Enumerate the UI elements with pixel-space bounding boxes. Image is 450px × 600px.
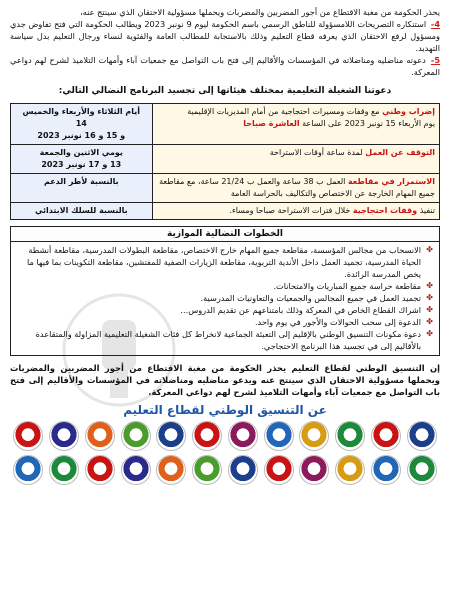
schedule-action-cell [152,104,439,145]
item-text: استنكاره التصريحات اللامسؤولة للناطق الرسمي باسم الحكومة ليوم 9 نونبر 2023 ويطالب الحكومة التي فتح تفاوض جدي ومسؤول لرفع الاحتقان الذي يعرفه قطاع التعليم وذلك بالاستجابة للمطالب العامة والفئوية لنساء ورجال التعليم بدل سياسة التهديد. [10,19,440,53]
action-text: خلال فترات الاستراحة صباحا ومساء. [229,206,353,215]
schedule-day-cell [11,104,153,145]
closing-statement: إن التنسيق الوطني لقطاع التعليم يحذر الحكومة من مغبة الاقتطاع من أجور المضربين والمضربات ويحملها مسؤولية الاحتقان الذي سينتج عنه ويدعو مناضليه ومناضلاته في المؤسسات والأقاليم إلى فتح باب التواصل مع جمعيات آباء وأمهات التلاميذ لشرح لهم دواعي المعركة. [10,363,440,397]
item-number: 5- [430,55,441,65]
union-logo-14-icon [371,455,401,485]
union-logos-strip [10,421,440,485]
union-logo-20-icon [156,455,186,485]
day-line: أيام الثلاثاء والأربعاء والخميس [22,107,141,116]
day-line: 14 [75,119,87,128]
schedule-day-cell [11,145,153,174]
parallel-step-item: ✤ اشراك القطاع الخاص في المعركة وذلك بامتناعهم عن تقديم الدروس... [15,304,421,316]
parallel-step-item: ✤ الدعوة إلى سحب الحوالات والأجور في يوم واحد. [15,316,421,328]
union-logo-10-icon [85,421,115,451]
union-logo-17-icon [264,455,294,485]
parallel-step-item: ✤ الانسحاب من مجالس المؤسسة، مقاطعة جميع المهام خارج الاختصاص، مقاطعة البطولات المدرسية، مقاطعة أنشطة الحياة المدرسية، تجميد العمل داخل الأندية التربوية، مقاطعة الزيارات الصفية للمفتشين، مقاطعة التكوينات بما فيها ما يخص المدرسة الرائدة. [15,244,421,280]
parallel-step-item: ✤ دعوة مكونات التنسيق الوطني بالإقليم إلى التعبئة الجماعية لانخراط كل فئات الشغيلة التعليمية المزاولة والمتقاعدة بالأقاليم إلى في تجسيد هذا البرنامج الاحتجاجي. [15,328,421,352]
union-logo-7-icon [192,421,222,451]
union-logo-19-icon [192,455,222,485]
action-highlight: التوقف عن العمل [365,148,435,157]
day-line: و 15 و 16 نونبر 2023 [37,131,126,140]
schedule-action-cell [152,174,439,203]
union-logo-2-icon [371,421,401,451]
union-logo-18-icon [228,455,258,485]
schedule-day-cell [11,203,153,220]
item-number: 4- [430,19,441,29]
day-line: بالنسبة لأطر الدعم [43,177,119,186]
schedule-row [11,104,440,145]
intro-item-5 [10,54,440,78]
action-line [157,106,435,118]
intro-section [10,6,440,78]
union-logo-5-icon [264,421,294,451]
action-line [157,205,435,217]
schedule-action-cell [152,145,439,174]
union-logo-4-icon [299,421,329,451]
union-logo-22-icon [85,455,115,485]
parallel-steps-box [10,226,440,356]
action-text: مع وقفات ومسيرات احتجاجية من أمام المديريات الإقليمية [187,107,383,116]
union-logo-12-icon [13,421,43,451]
action-highlight: إضراب وطني [382,107,435,116]
action-text: يوم الأربعاء 15 نونبر 2023 على الساعة [299,119,435,128]
union-logo-6-icon [228,421,258,451]
action-highlight: الاستمرار في مقاطعة [347,177,435,186]
day-line: بالنسبة للسلك الابتدائي [34,206,128,215]
union-logo-1-icon [407,421,437,451]
action-line [157,147,435,159]
union-logo-13-icon [407,455,437,485]
action-line [157,118,435,130]
action-text: لمدة ساعة أوقات الاستراحة [269,148,366,157]
action-text: العمل ب 38 ساعة والعمل ب 21/24 ساعة، مع مقاطعة جميع المهام الخارجة عن الاختصاص والتكاليف بالحراسة العامة [159,177,435,198]
intro-item-4 [10,18,440,54]
parallel-step-item: ✤ تجميد العمل في جميع المجالس والجمعيات والتعاونيات المدرسية. [15,292,421,304]
program-heading: دعوتنا الشغيلة التعليمية بمختلف هيئاتها إلى تجسيد البرنامج النضالي التالي: [58,86,392,96]
signature-line: عن التنسيق الوطني لقطاع التعليم [123,403,327,417]
parallel-step-item: ✤ مقاطعة حراسة جميع المباريات والامتحانات. [15,280,421,292]
union-logo-3-icon [335,421,365,451]
parallel-steps-list [11,242,439,355]
union-logo-11-icon [49,421,79,451]
union-logo-8-icon [156,421,186,451]
action-line [157,176,435,200]
schedule-day-cell [11,174,153,203]
union-logo-21-icon [121,455,151,485]
action-highlight: وقفات احتجاجية [352,206,418,215]
item-text: دعوته مناضليه ومناضلاته في المؤسسات والأقاليم إلى فتح باب التواصل مع جمعيات آباء وأمهات التلاميذ لشرح لهم دواعي المعركة. [10,55,440,77]
day-line: 13 و 17 نونبر 2023 [41,160,122,169]
schedule-action-cell [152,203,439,220]
schedule-row [11,203,440,220]
action-highlight: العاشرة صباحا [243,119,300,128]
schedule-row [11,145,440,174]
union-logo-24-icon [13,455,43,485]
parallel-steps-title: الخطوات النضالية الموازية [11,227,439,242]
union-logo-15-icon [335,455,365,485]
union-logo-9-icon [121,421,151,451]
intro-line: يحذر الحكومة من مغبة الاقتطاع من أجور المضربين والمضربات ويحملها مسؤولية الاحتقان الذي سينتج عنه، [80,7,440,17]
schedule-row [11,174,440,203]
schedule-table [10,103,440,220]
day-line: يومي الاثنين والجمعة [39,148,123,157]
union-logo-23-icon [49,455,79,485]
union-logo-16-icon [299,455,329,485]
action-text: تنفيذ [417,206,435,215]
